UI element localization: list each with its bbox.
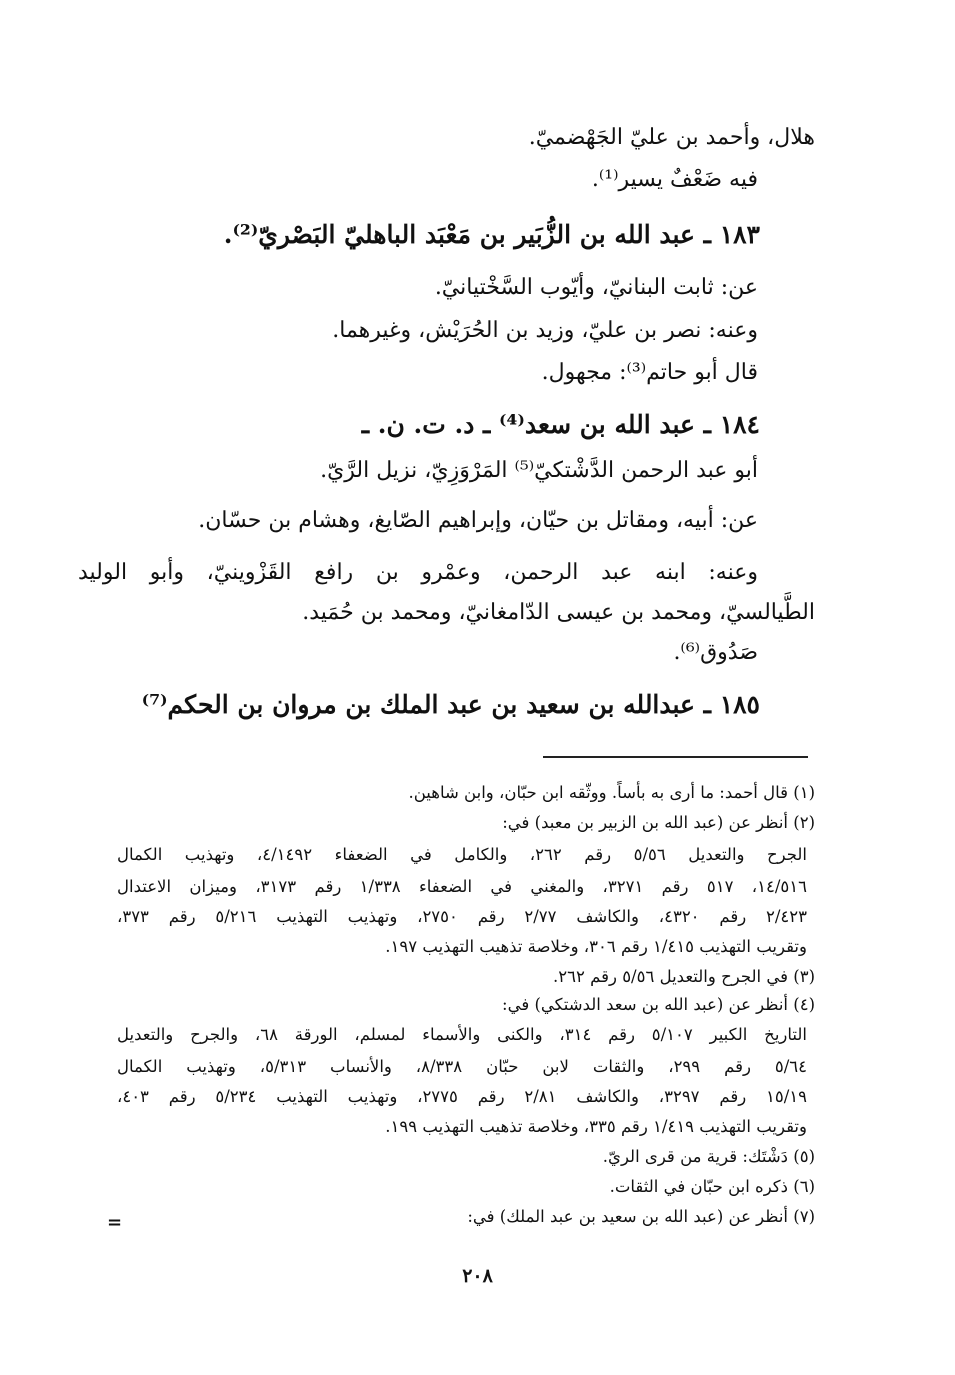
footnote-5: (٥) دَشْتَك: قرية من قرى الريّ. — [602, 1147, 815, 1166]
entry-184-students: وعنه: ابنه عبد الرحمن، وعمْرو بن رافع القَزْوينيّ، وأبو الوليد — [78, 560, 758, 585]
footnote-7: (٧) أنظر عن (عبد الله بن سعيد بن عبد الملك) في: — [467, 1207, 815, 1226]
footnote-2-line: ٢/٤٢٣ رقم ٤٣٢٠، والكاشف ٢/٧٧ رقم ٢٧٥٠، وتهذيب التهذيب ٥/٢١٦ رقم ٣٧٣، — [117, 907, 808, 926]
entry-183-teachers: عن: ثابت البنانيّ، وأيّوب السَّخْتيانيّ. — [434, 275, 758, 300]
entry-184-grading: صَدُوق⁽⁶⁾. — [673, 640, 758, 665]
entry-184-students-cont: الطَّيالسيّ، ومحمد بن عيسى الدّامغانيّ، ومحمد بن حُمَيد. — [302, 600, 815, 625]
footnote-6: (٦) ذكره ابن حبّان في الثقات. — [609, 1177, 815, 1196]
entry-184-kunya: أبو عبد الرحمن الدَّشْتكيّ⁽⁵⁾ المَرْوَزِيّ، نزيل الرَّيّ. — [320, 458, 758, 483]
footnote-2-line: الجرح والتعديل ٥/٥٦ رقم ٢٦٢، والكامل في الضعفاء ٤/١٤٩٢، وتهذيب الكمال — [117, 845, 808, 864]
footnote-4-line: ٥/٦٤ رقم ٢٩٩، والثقات لابن حبّان ٨/٣٣٨، والأنساب ٥/٣١٣، وتهذيب الكمال — [117, 1057, 808, 1076]
entry-183-verdict: قال أبو حاتم⁽³⁾: مجهول. — [541, 360, 758, 385]
continuation-line: هلال، وأحمد بن عليّ الجَهْضميّ. — [528, 125, 815, 150]
footnote-1: (١) قال أحمد: ما أرى به بأساً. ووثّقه ابن حبّان، وابن شاهين. — [408, 783, 815, 802]
footnote-4-line: وتقريب التهذيب ١/٤١٩ رقم ٣٣٥، وخلاصة تذهيب التهذيب ١٩٩. — [385, 1117, 807, 1136]
footnote-separator — [543, 756, 808, 758]
entry-183-students: وعنه: نصر بن عليّ، وزيد بن الحُرَيْش، وغيرهما. — [332, 318, 758, 343]
footnote-2-line: وتقريب التهذيب ١/٤١٥ رقم ٣٠٦، وخلاصة تذهيب التهذيب ١٩٧. — [385, 937, 807, 956]
page-number: ٢٠٨ — [462, 1265, 493, 1287]
entry-183-heading: ١٨٣ ـ عبد الله بن الزُّبَير بن مَعْبَد الباهليّ البَصْريّ⁽²⁾. — [223, 220, 760, 249]
footnote-3: (٣) في الجرح والتعديل ٥/٥٦ رقم ٢٦٢. — [553, 967, 815, 986]
footnote-4-head: (٤) أنظر عن (عبد الله بن سعد الدشتكي) في: — [502, 995, 815, 1014]
footnote-4-line: التاريخ الكبير ٥/١٠٧ رقم ٣١٤، والكنى والأسماء لمسلم، الورقة ٦٨، والجرح والتعديل — [117, 1025, 808, 1044]
footnote-2-line: ١٤/٥١٦، ٥١٧ رقم ٣٢٧١، والمغني في الضعفاء ١/٣٣٨ رقم ٣١٧٣، وميزان الاعتدال — [117, 877, 807, 896]
footnote-2-head: (٢) أنظر عن (عبد الله بن الزبير بن معبد) في: — [502, 813, 815, 832]
entry-185-heading: ١٨٥ ـ عبدالله بن سعيد بن عبد الملك بن مروان بن الحكم⁽⁷⁾ — [141, 690, 760, 719]
continuation-mark: = — [107, 1212, 123, 1233]
footnote-4-line: ١٥/١٩ رقم ٣٢٩٧، والكاشف ٢/٨١ رقم ٢٧٧٥، وتهذيب التهذيب ٥/٢٣٤ رقم ٤٠٣، — [117, 1087, 808, 1106]
entry-184-heading: ١٨٤ ـ عبد الله بن سعد⁽⁴⁾ ـ د. ت. ن. ـ — [361, 410, 760, 439]
grading-line: فيه ضَعْفٌ يسير⁽¹⁾. — [591, 167, 758, 192]
entry-184-teachers: عن: أبيه، ومقاتل بن حيّان، وإبراهيم الصّايغ، وهشام بن حسّان. — [198, 508, 758, 533]
